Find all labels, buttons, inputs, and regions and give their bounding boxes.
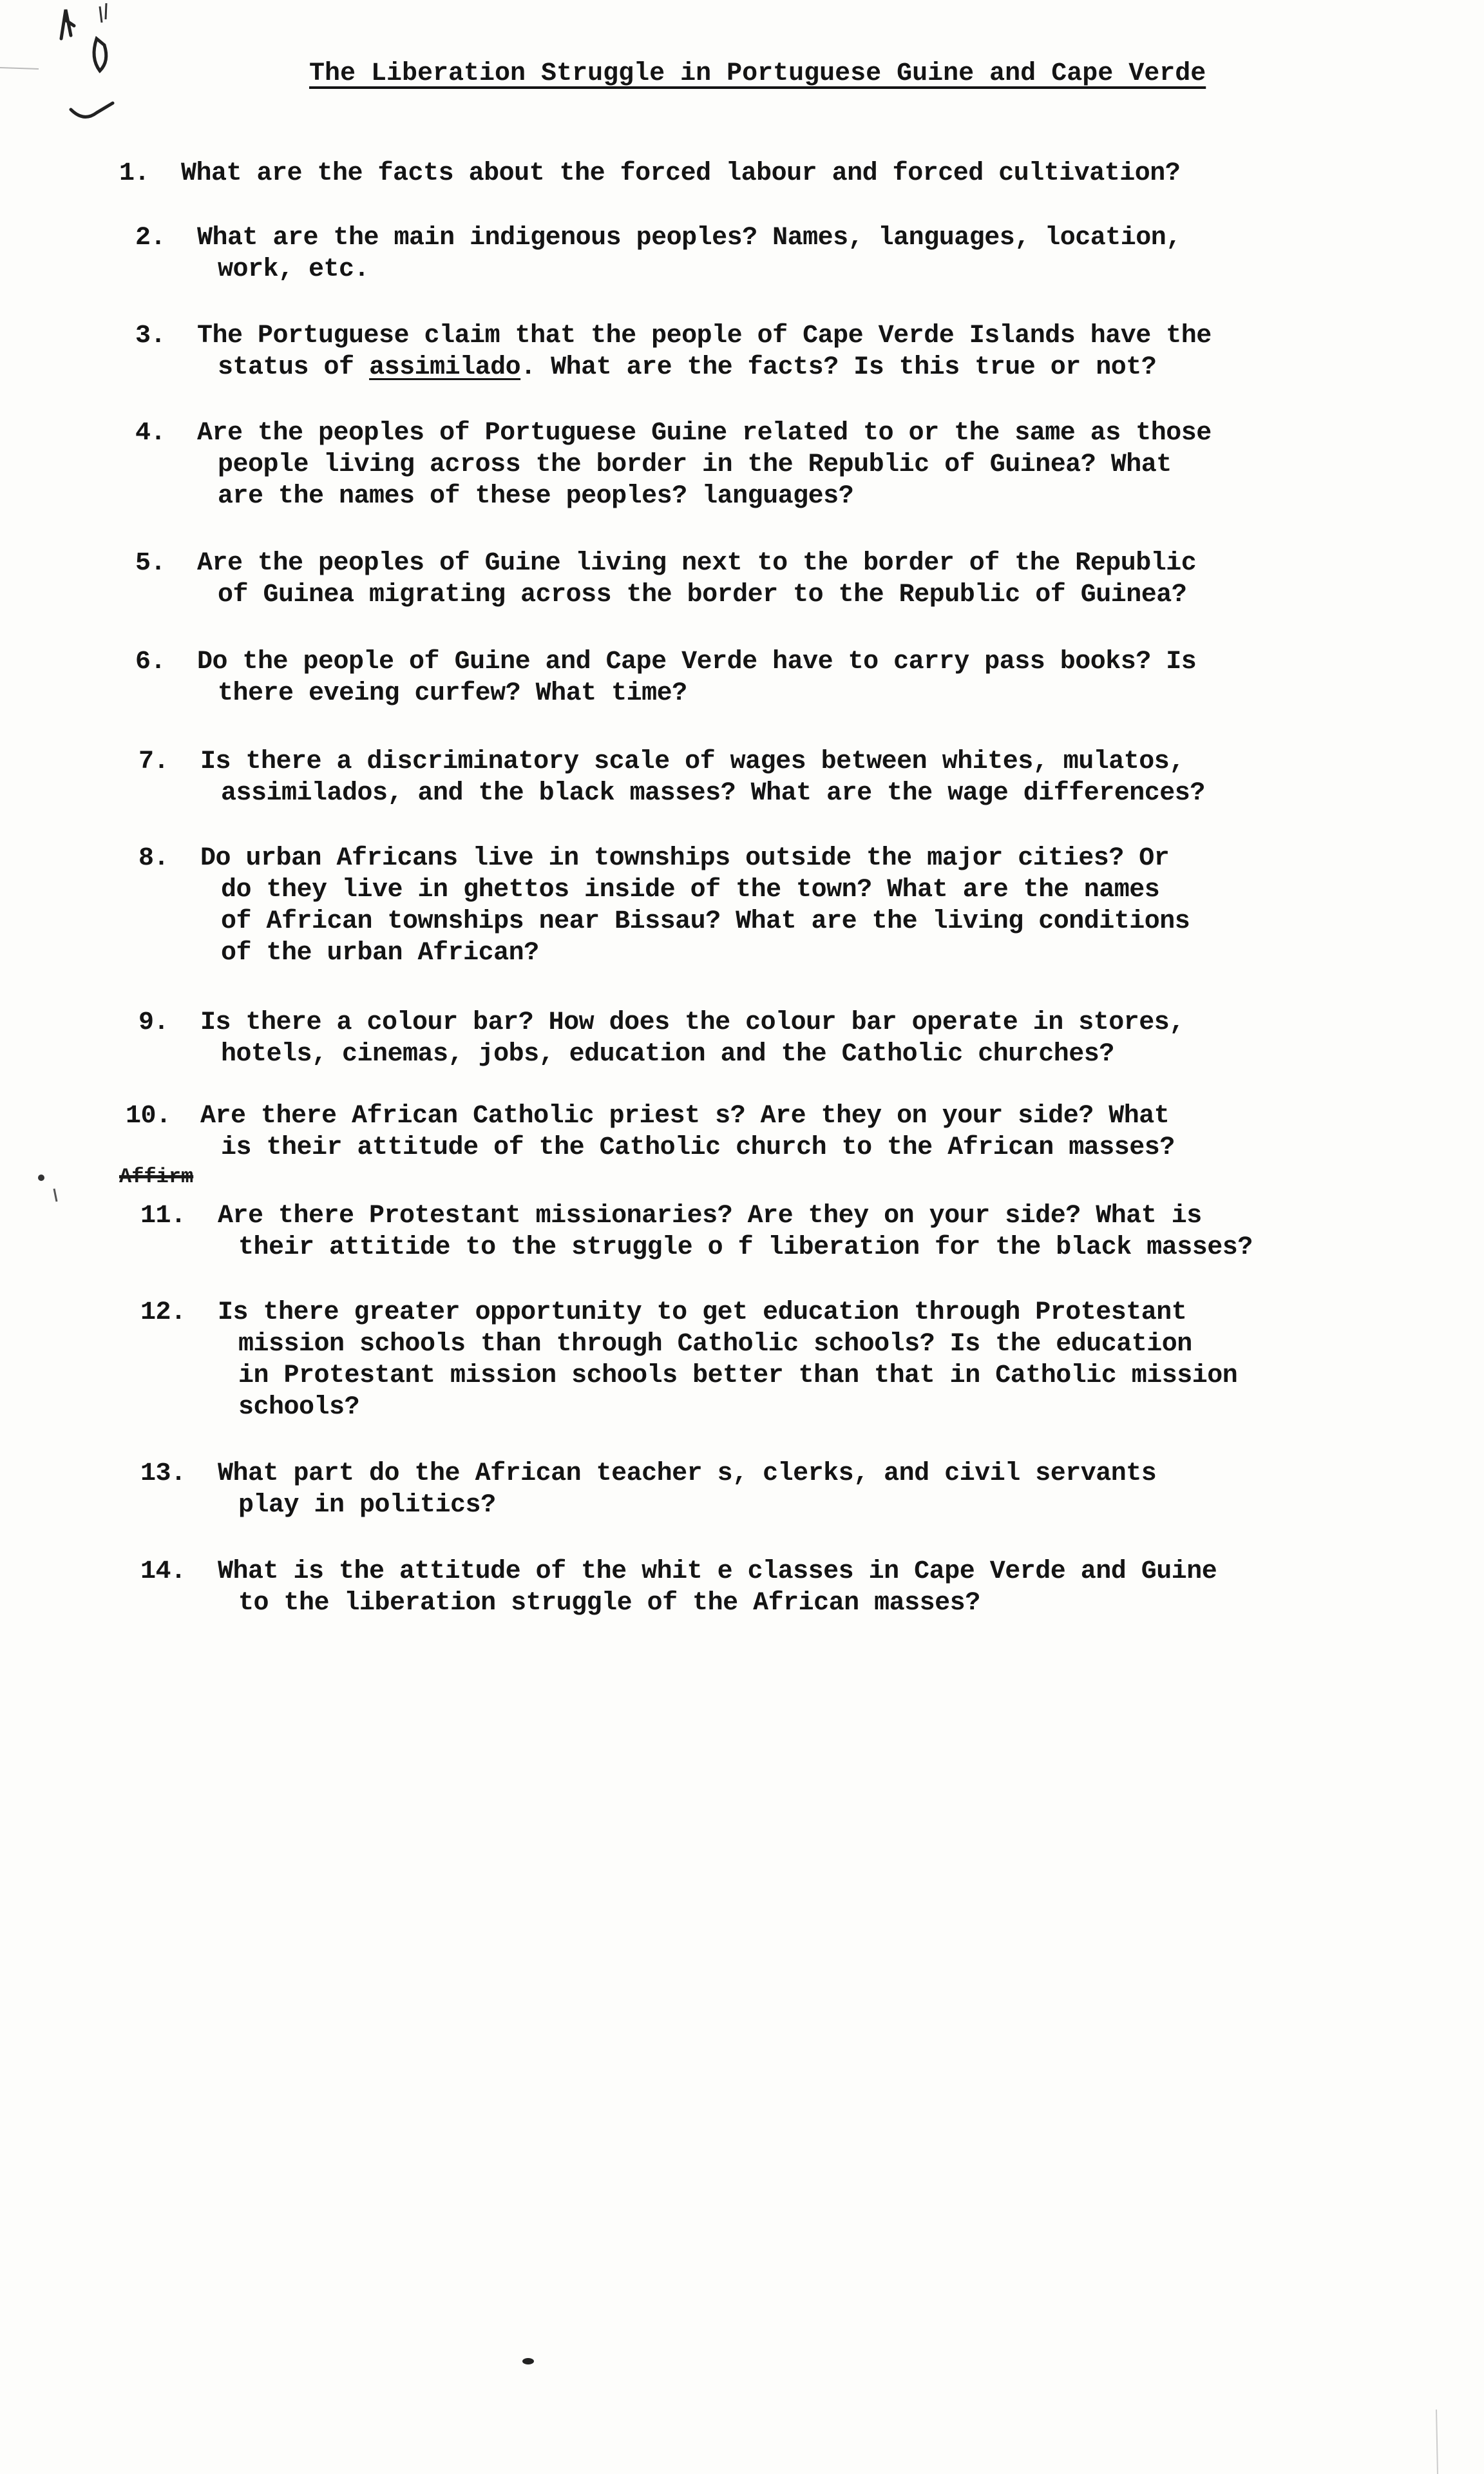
speck	[32, 1166, 58, 1205]
question-number: 3.	[135, 321, 166, 350]
question-line: assimilados, and the black masses? What are the wage differences?	[221, 779, 1205, 808]
question-line: of African townships near Bissau? What are the living conditions	[221, 907, 1190, 936]
question-line: their attitide to the struggle o f liberation for the black masses?	[238, 1233, 1253, 1262]
question-number: 14.	[140, 1557, 186, 1586]
speck	[0, 61, 52, 74]
question-line: in Protestant mission schools better than that in Catholic mission	[238, 1361, 1238, 1390]
question-line: there eveing curfew? What time?	[218, 679, 687, 708]
question-line: schools?	[238, 1393, 360, 1422]
question-line: hotels, cinemas, jobs, education and the Catholic churches?	[221, 1040, 1114, 1069]
speck	[515, 2352, 541, 2371]
question-number: 12.	[140, 1298, 186, 1327]
question-line: work, etc.	[218, 255, 370, 284]
question-line: people living across the border in the Republic of Guinea? What	[218, 450, 1172, 479]
question-line: Do the people of Guine and Cape Verde have to carry pass books? Is	[197, 647, 1197, 676]
question-line: What are the main indigenous peoples? Names, languages, location,	[197, 224, 1181, 253]
question-number: 9.	[138, 1008, 169, 1037]
question-number: 1.	[119, 159, 150, 188]
text-fragment: status of	[218, 353, 354, 382]
question-line: Is there greater opportunity to get education through Protestant	[218, 1298, 1187, 1327]
question-line: is their attitude of the Catholic church to the African masses?	[221, 1133, 1175, 1162]
document-title: The Liberation Struggle in Portuguese Guine and Cape Verde	[309, 59, 1206, 88]
question-number: 8.	[138, 844, 169, 873]
question-line: do they live in ghettos inside of the town? What are the names	[221, 876, 1160, 905]
question-number: 6.	[135, 647, 166, 676]
question-line: Is there a discriminatory scale of wages between whites, mulatos,	[200, 747, 1184, 776]
question-line: Are there African Catholic priest s? Are they on your side? What	[200, 1102, 1170, 1131]
question-line	[197, 352, 1212, 383]
question-line: What are the facts about the forced labour and forced cultivation?	[181, 159, 1181, 188]
question-line: are the names of these peoples? languages?	[218, 482, 854, 511]
question-line: Are there Protestant missionaries? Are they on your side? What is	[218, 1202, 1202, 1231]
question-line: of the urban African?	[221, 939, 539, 968]
question-line: Do urban Africans live in townships outside the major cities? Or	[200, 844, 1170, 873]
question-line: mission schools than through Catholic schools? Is the education	[238, 1330, 1192, 1359]
question-number: 7.	[138, 747, 169, 776]
question-line: Are the peoples of Guine living next to the border of the Republic	[197, 549, 1197, 578]
question-line: Are the peoples of Portuguese Guine related to or the same as those	[197, 419, 1212, 448]
question-line: Is there a colour bar? How does the colour bar operate in stores,	[200, 1008, 1184, 1037]
question-line: The Portuguese claim that the people of Cape Verde Islands have the	[197, 321, 1212, 350]
question-line: to the liberation struggle of the African masses?	[238, 1589, 980, 1618]
text-fragment: . What are the facts? Is this true or not?	[520, 353, 1157, 382]
question-number: 2.	[135, 224, 166, 253]
question-number: 4.	[135, 419, 166, 448]
question-number: 10.	[126, 1102, 171, 1131]
question-line: of Guinea migrating across the border to the Republic of Guinea?	[218, 580, 1187, 609]
speck	[1423, 2410, 1449, 2474]
scratched-text: Affirm	[119, 1165, 194, 1189]
question-line: What is the attitude of the whit e classes in Cape Verde and Guine	[218, 1557, 1217, 1586]
question-line: play in politics?	[238, 1491, 496, 1520]
question-number: 5.	[135, 549, 166, 578]
handwritten-mark	[45, 0, 135, 129]
question-number: 13.	[140, 1459, 186, 1488]
question-number: 11.	[140, 1202, 186, 1231]
underlined-term: assimilado	[369, 353, 521, 382]
question-line: What part do the African teacher s, clerks, and civil servants	[218, 1459, 1157, 1488]
